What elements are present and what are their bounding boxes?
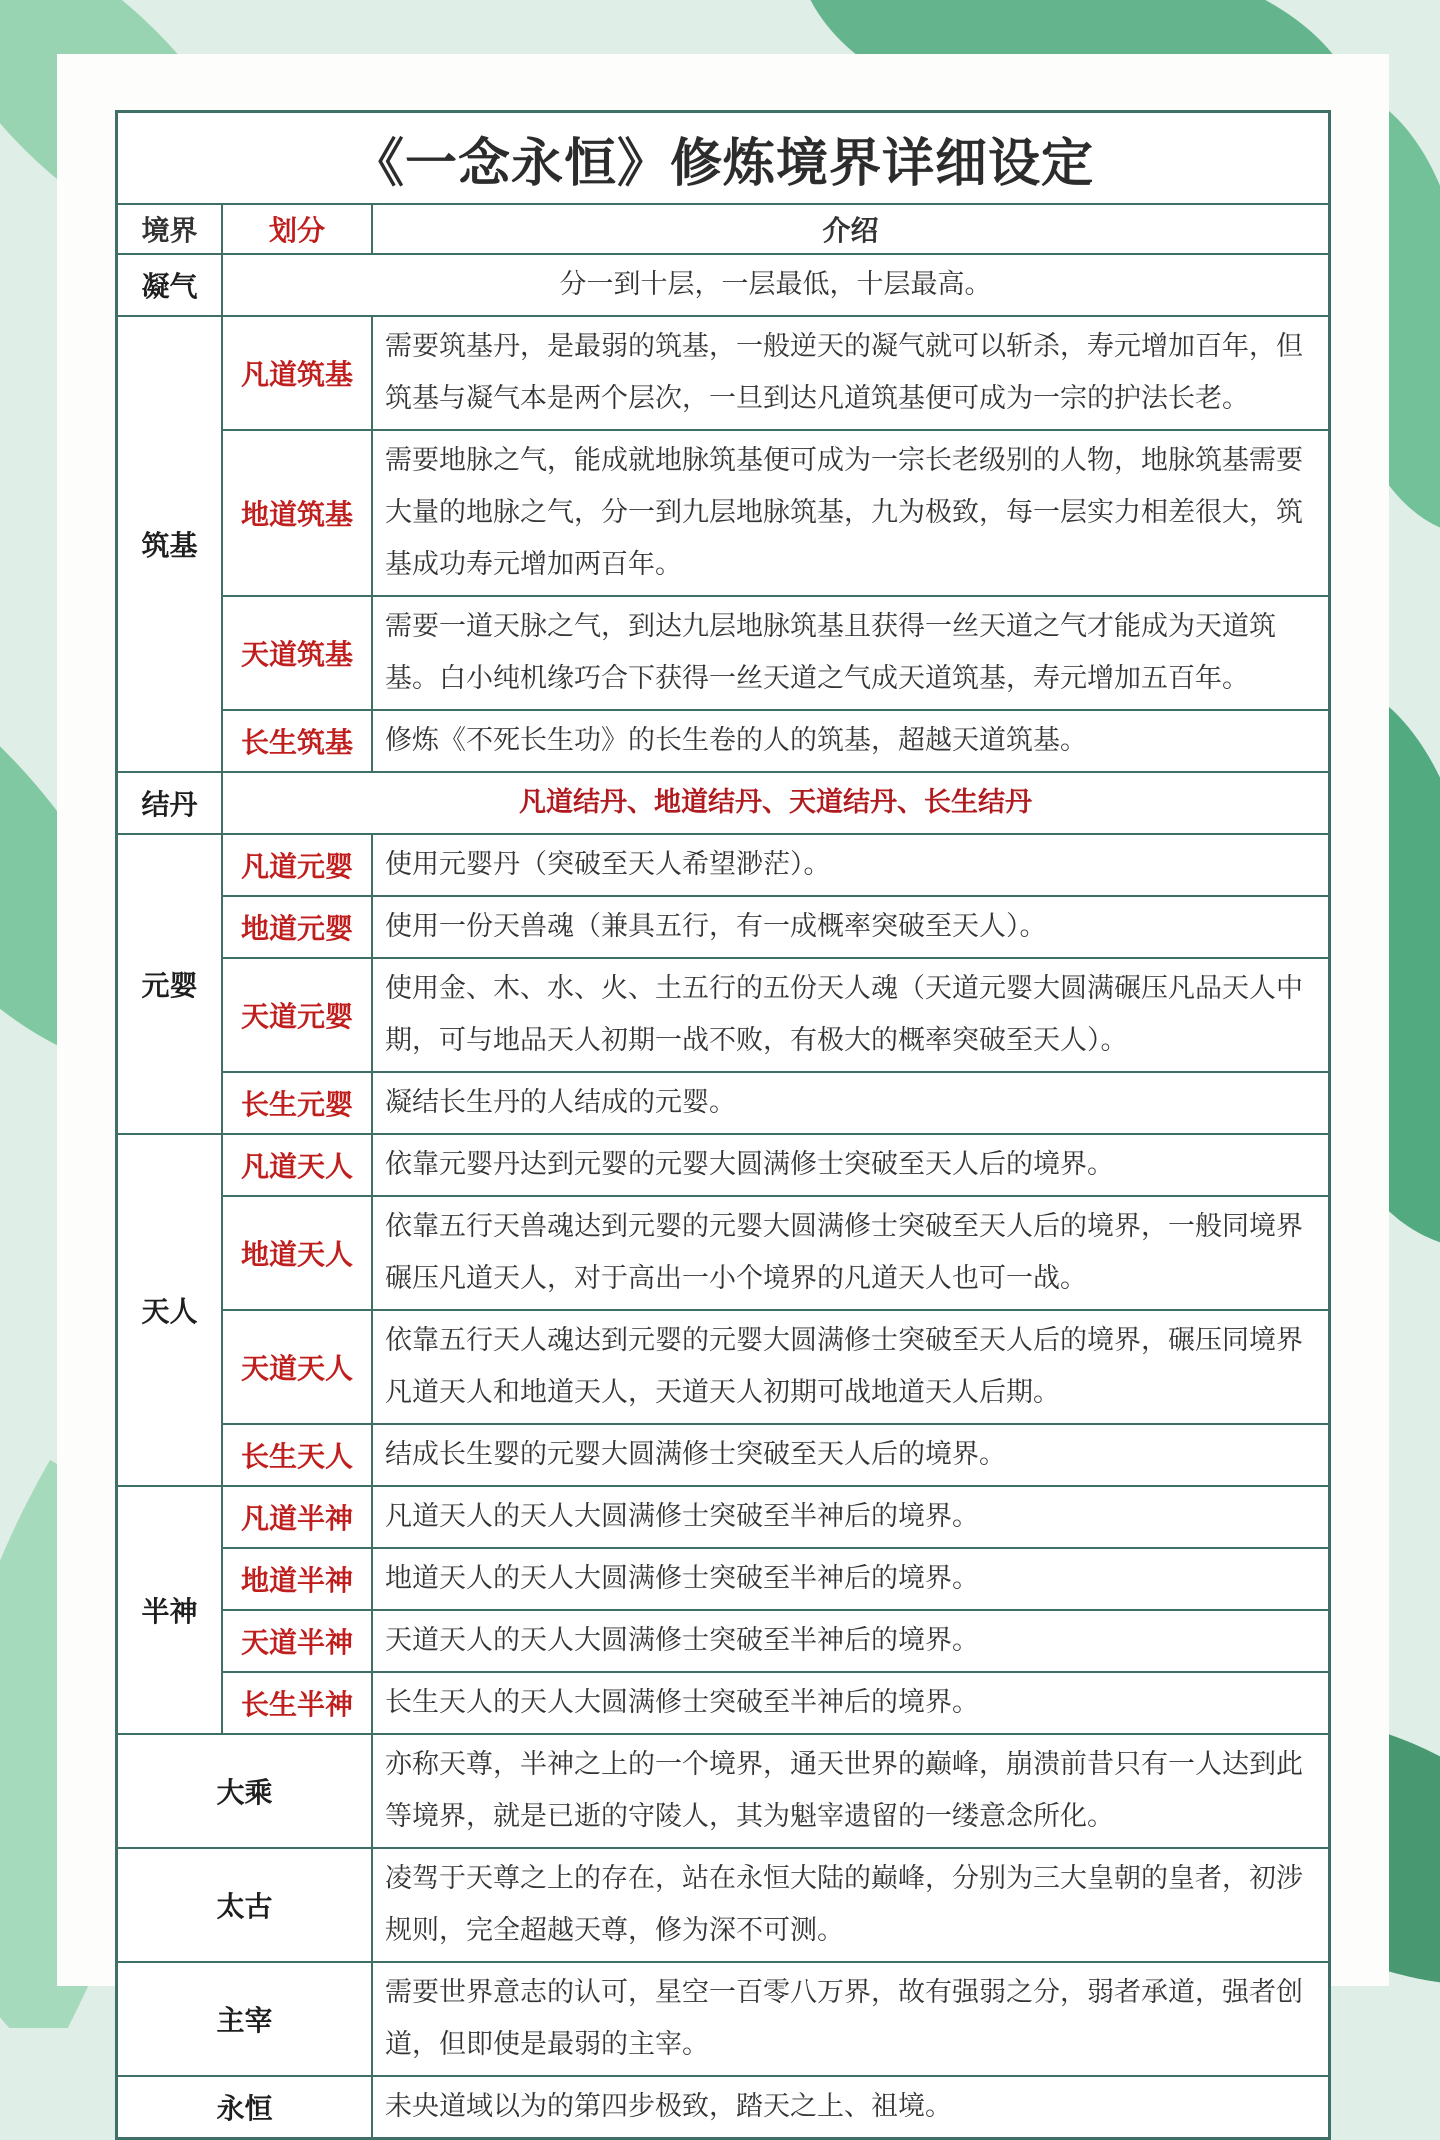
division-cell: 地道天人 [222, 1196, 372, 1310]
realm-cell: 结丹 [118, 772, 222, 834]
table-row [118, 1734, 1328, 1848]
page-title: 《一念永恒》修炼境界详细设定 [118, 113, 1328, 205]
description-cell: 未央道域以为的第四步极致，踏天之上、祖境。 [372, 2076, 1328, 2137]
description-cell: 凡道天人的天人大圆满修士突破至半神后的境界。 [372, 1486, 1328, 1548]
realm-cell: 大乘 [118, 1734, 372, 1848]
division-cell: 长生天人 [222, 1424, 372, 1486]
division-cell: 凡道半神 [222, 1486, 372, 1548]
table-row [118, 1310, 1328, 1424]
description-cell: 使用金、木、水、火、土五行的五份天人魂（天道元婴大圆满碾压凡品天人中期，可与地品天人初期一战不败，有极大的概率突破至天人）。 [372, 958, 1328, 1072]
table-row [118, 896, 1328, 958]
division-cell: 凡道筑基 [222, 316, 372, 430]
header-realm: 境界 [118, 205, 222, 254]
division-cell: 长生元婴 [222, 1072, 372, 1134]
description-cell: 修炼《不死长生功》的长生卷的人的筑基，超越天道筑基。 [372, 710, 1328, 772]
division-cell: 天道元婴 [222, 958, 372, 1072]
realm-cell: 主宰 [118, 1962, 372, 2076]
description-cell: 分一到十层，一层最低，十层最高。 [222, 254, 1328, 316]
division-cell: 地道半神 [222, 1548, 372, 1610]
table-row [118, 1962, 1328, 2076]
table-row [118, 958, 1328, 1072]
description-cell: 结成长生婴的元婴大圆满修士突破至天人后的境界。 [372, 1424, 1328, 1486]
table-row [118, 254, 1328, 316]
table-header-row [118, 205, 1328, 254]
table-row [118, 1196, 1328, 1310]
header-division: 划分 [222, 205, 372, 254]
table-row [118, 1072, 1328, 1134]
description-cell: 使用元婴丹（突破至天人希望渺茫）。 [372, 834, 1328, 896]
division-cell: 天道天人 [222, 1310, 372, 1424]
division-cell: 长生筑基 [222, 710, 372, 772]
table-row [118, 1848, 1328, 1962]
realm-cell: 半神 [118, 1486, 222, 1734]
table-row [118, 710, 1328, 772]
table-row [118, 772, 1328, 834]
division-cell: 天道筑基 [222, 596, 372, 710]
realm-cell: 筑基 [118, 316, 222, 772]
description-cell: 需要地脉之气，能成就地脉筑基便可成为一宗长老级别的人物，地脉筑基需要大量的地脉之气，分一到九层地脉筑基，九为极致，每一层实力相差很大，筑基成功寿元增加两百年。 [372, 430, 1328, 596]
table-row [118, 596, 1328, 710]
description-cell: 需要世界意志的认可，星空一百零八万界，故有强弱之分，弱者承道，强者创道，但即使是最弱的主宰。 [372, 1962, 1328, 2076]
realm-table-sheet [115, 110, 1331, 2140]
description-cell: 天道天人的天人大圆满修士突破至半神后的境界。 [372, 1610, 1328, 1672]
description-cell: 需要筑基丹，是最弱的筑基，一般逆天的凝气就可以斩杀，寿元增加百年，但筑基与凝气本是两个层次，一旦到达凡道筑基便可成为一宗的护法长老。 [372, 316, 1328, 430]
description-cell: 凡道结丹、地道结丹、天道结丹、长生结丹 [222, 772, 1328, 834]
description-cell: 亦称天尊，半神之上的一个境界，通天世界的巅峰，崩溃前昔只有一人达到此等境界，就是已逝的守陵人，其为魁宰遗留的一缕意念所化。 [372, 1734, 1328, 1848]
description-cell: 依靠五行天人魂达到元婴的元婴大圆满修士突破至天人后的境界，碾压同境界凡道天人和地道天人，天道天人初期可战地道天人后期。 [372, 1310, 1328, 1424]
description-cell: 长生天人的天人大圆满修士突破至半神后的境界。 [372, 1672, 1328, 1734]
table-row [118, 2076, 1328, 2137]
description-cell: 需要一道天脉之气，到达九层地脉筑基且获得一丝天道之气才能成为天道筑基。白小纯机缘巧合下获得一丝天道之气成天道筑基，寿元增加五百年。 [372, 596, 1328, 710]
realm-cell: 元婴 [118, 834, 222, 1134]
table-row [118, 1134, 1328, 1196]
division-cell: 天道半神 [222, 1610, 372, 1672]
table-row [118, 1424, 1328, 1486]
white-frame [57, 54, 1389, 2125]
header-intro: 介绍 [372, 205, 1328, 254]
division-cell: 凡道元婴 [222, 834, 372, 896]
description-cell: 使用一份天兽魂（兼具五行，有一成概率突破至天人）。 [372, 896, 1328, 958]
realm-cell: 永恒 [118, 2076, 372, 2137]
division-cell: 凡道天人 [222, 1134, 372, 1196]
description-cell: 地道天人的天人大圆满修士突破至半神后的境界。 [372, 1548, 1328, 1610]
table-row [118, 316, 1328, 430]
realm-cell: 天人 [118, 1134, 222, 1486]
table-row [118, 1486, 1328, 1548]
description-cell: 依靠五行天兽魂达到元婴的元婴大圆满修士突破至天人后的境界，一般同境界碾压凡道天人，对于高出一小个境界的凡道天人也可一战。 [372, 1196, 1328, 1310]
table-row [118, 1672, 1328, 1734]
table-row [118, 834, 1328, 896]
table-row [118, 1610, 1328, 1672]
description-cell: 凌驾于天尊之上的存在，站在永恒大陆的巅峰，分别为三大皇朝的皇者，初涉规则，完全超越天尊，修为深不可测。 [372, 1848, 1328, 1962]
description-cell: 依靠元婴丹达到元婴的元婴大圆满修士突破至天人后的境界。 [372, 1134, 1328, 1196]
table-row [118, 430, 1328, 596]
division-cell: 地道筑基 [222, 430, 372, 596]
realm-table [118, 205, 1328, 2137]
realm-cell: 太古 [118, 1848, 372, 1962]
description-cell: 凝结长生丹的人结成的元婴。 [372, 1072, 1328, 1134]
realm-cell: 凝气 [118, 254, 222, 316]
table-row [118, 1548, 1328, 1610]
division-cell: 长生半神 [222, 1672, 372, 1734]
division-cell: 地道元婴 [222, 896, 372, 958]
